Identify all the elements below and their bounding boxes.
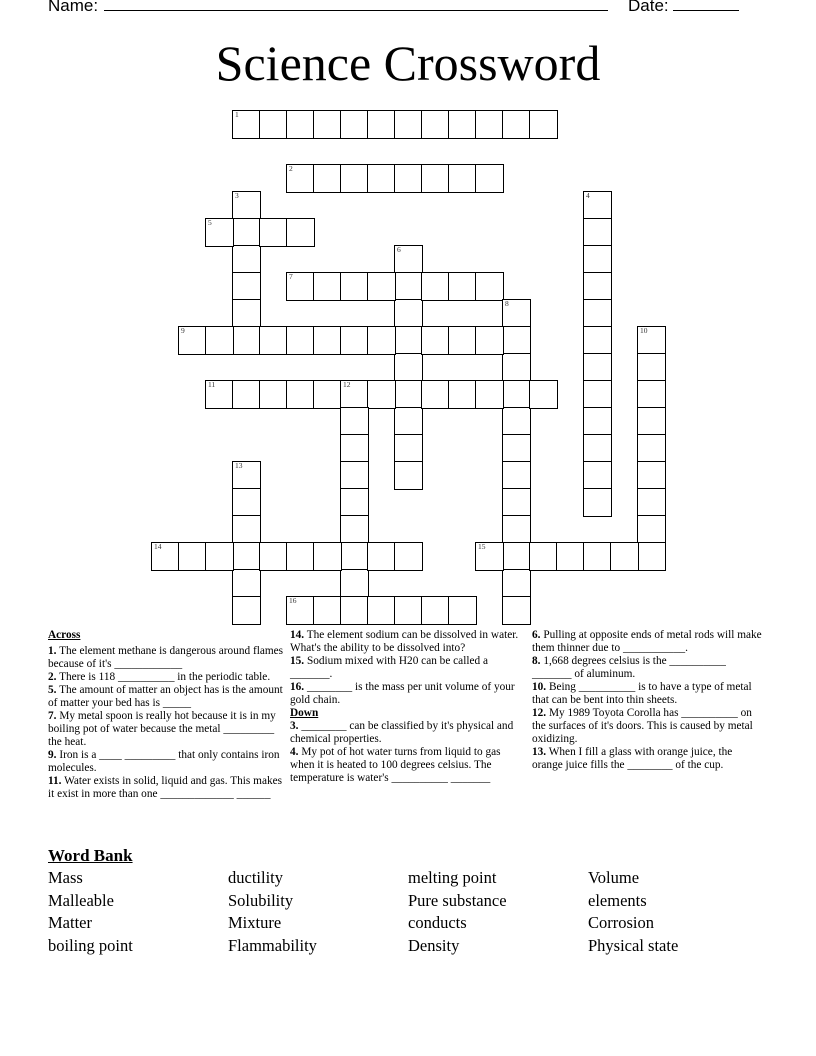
crossword-cell[interactable] [502, 569, 531, 598]
page-title: Science Crossword [215, 35, 601, 91]
word-bank-item: Matter [48, 913, 92, 932]
crossword-cell[interactable] [205, 326, 234, 355]
crossword-cell[interactable] [340, 164, 369, 193]
crossword-cell[interactable] [232, 380, 261, 409]
clue-number: 15 [478, 542, 486, 551]
crossword-cell[interactable] [232, 326, 261, 355]
crossword-cell[interactable] [394, 380, 423, 409]
name-label: Name: [48, 0, 99, 15]
crossword-cell[interactable] [583, 461, 612, 490]
crossword-cell[interactable] [448, 164, 477, 193]
crossword-cell[interactable] [502, 488, 531, 517]
word-bank [48, 845, 768, 967]
crossword-cell[interactable] [502, 461, 531, 490]
crossword-cell[interactable] [232, 110, 261, 139]
crossword-cell[interactable] [529, 542, 558, 571]
crossword-cell[interactable] [583, 407, 612, 436]
across-heading: Across [48, 629, 81, 641]
crossword-cell[interactable] [475, 110, 504, 139]
clue-number: 3 [235, 191, 239, 200]
down-heading: Down [290, 707, 319, 719]
word-bank-item: Malleable [48, 891, 114, 910]
crossword-cell[interactable] [205, 542, 234, 571]
clue-down-13: 13. When I fill a glass with orange juice, the orange juice fills the ________ of the cup. [532, 746, 733, 771]
word-bank-item: Solubility [228, 891, 294, 910]
crossword-cell[interactable] [151, 542, 180, 571]
crossword-cell[interactable] [178, 326, 207, 355]
crossword-cell[interactable] [502, 434, 531, 463]
crossword-cell[interactable] [583, 353, 612, 382]
crossword-cell[interactable] [286, 596, 315, 625]
crossword-cell[interactable] [502, 353, 531, 382]
clue-down-10: 10. Being __________ is to have a type of metal that can be bent into thin sheets. [532, 681, 752, 706]
crossword-cell[interactable] [583, 434, 612, 463]
date-label: Date: [628, 0, 669, 15]
crossword-cell[interactable] [475, 272, 504, 301]
crossword-cell[interactable] [394, 434, 423, 463]
crossword-cell[interactable] [340, 596, 369, 625]
clue-across-15: 15. Sodium mixed with H20 can be called a _______. [290, 655, 488, 680]
clue-across-1: 1. The element methane is dangerous around flames because of it's ____________ [48, 645, 284, 670]
crossword-cell[interactable] [448, 326, 477, 355]
clue-number: 11 [208, 380, 216, 389]
clue-number: 4 [586, 191, 590, 200]
crossword-cell[interactable] [367, 380, 396, 409]
crossword-cell[interactable] [340, 407, 369, 436]
clue-number: 6 [397, 245, 401, 254]
crossword-cell[interactable] [421, 380, 450, 409]
crossword-cell[interactable] [502, 299, 531, 328]
crossword-cell[interactable] [340, 542, 369, 571]
word-bank-item: Flammability [228, 936, 317, 955]
word-bank-item: Volume [588, 868, 640, 887]
crossword-cell[interactable] [340, 434, 369, 463]
crossword-cell[interactable] [313, 164, 342, 193]
clue-across-11: 11. Water exists in solid, liquid and gas. This makes it exist in more than one _____________ ______ [48, 775, 283, 800]
crossword-cell[interactable] [421, 272, 450, 301]
crossword-cell[interactable] [421, 326, 450, 355]
crossword-cell[interactable] [448, 272, 477, 301]
word-bank-item: Corrosion [588, 913, 654, 932]
clue-number: 9 [181, 326, 185, 335]
crossword-cell[interactable] [502, 326, 531, 355]
word-bank-title: Word Bank [48, 846, 133, 865]
clue-number: 1 [235, 110, 239, 119]
word-bank-item: ductility [228, 868, 283, 887]
crossword-cell[interactable] [610, 542, 639, 571]
crossword-cell[interactable] [286, 164, 315, 193]
crossword-cell[interactable] [340, 380, 369, 409]
crossword-cell[interactable] [529, 110, 558, 139]
crossword-cell[interactable] [340, 110, 369, 139]
crossword-cell[interactable] [205, 218, 234, 247]
crossword-cell[interactable] [340, 488, 369, 517]
clue-number: 5 [208, 218, 212, 227]
crossword-cell[interactable] [232, 272, 261, 301]
crossword-cell[interactable] [583, 380, 612, 409]
crossword-cell[interactable] [448, 596, 477, 625]
crossword-cell[interactable] [394, 272, 423, 301]
word-bank-item: elements [588, 891, 647, 910]
crossword-cell[interactable] [394, 461, 423, 490]
crossword-cell[interactable] [232, 596, 261, 625]
crossword-cell[interactable] [637, 326, 666, 355]
crossword-cell[interactable] [340, 515, 369, 544]
crossword-cell[interactable] [502, 380, 531, 409]
crossword-cell[interactable] [421, 596, 450, 625]
crossword-cell[interactable] [313, 380, 342, 409]
clue-number: 13 [235, 461, 243, 470]
crossword-cell[interactable] [394, 299, 423, 328]
crossword-cell[interactable] [475, 164, 504, 193]
crossword-cell[interactable] [259, 380, 288, 409]
crossword-cell[interactable] [367, 272, 396, 301]
crossword-cell[interactable] [583, 218, 612, 247]
crossword-cell[interactable] [313, 596, 342, 625]
word-bank-item: Mass [48, 868, 83, 887]
crossword-cell[interactable] [367, 164, 396, 193]
crossword-cell[interactable] [394, 110, 423, 139]
crossword-cell[interactable] [232, 191, 261, 220]
crossword-cell[interactable] [232, 569, 261, 598]
crossword-cell[interactable] [502, 407, 531, 436]
crossword-cell[interactable] [340, 272, 369, 301]
clue-across-2: 2. There is 118 __________ in the periodic table. [48, 671, 271, 683]
crossword-cell[interactable] [394, 245, 423, 274]
crossword-cell[interactable] [367, 596, 396, 625]
crossword-cell[interactable] [637, 407, 666, 436]
clue-across-14: 14. The element sodium can be dissolved in water. What's the ability to be dissolved into? [290, 629, 519, 654]
crossword-cell[interactable] [340, 461, 369, 490]
clues-column-2 [290, 629, 522, 785]
crossword-cell[interactable] [367, 326, 396, 355]
crossword-cell[interactable] [583, 245, 612, 274]
crossword-cell[interactable] [367, 542, 396, 571]
crossword-cell[interactable] [394, 407, 423, 436]
crossword-cell[interactable] [448, 380, 477, 409]
crossword-cell[interactable] [394, 326, 423, 355]
crossword-cell[interactable] [637, 353, 666, 382]
crossword-cell[interactable] [259, 110, 288, 139]
crossword-cell[interactable] [556, 542, 585, 571]
crossword-cell[interactable] [394, 542, 423, 571]
clue-down-6: 6. Pulling at opposite ends of metal rods will make them thinner due to ___________. [532, 629, 762, 654]
crossword-cell[interactable] [232, 299, 261, 328]
crossword-cell[interactable] [475, 380, 504, 409]
crossword-cell[interactable] [394, 596, 423, 625]
crossword-cell[interactable] [259, 218, 288, 247]
word-bank-list [48, 867, 768, 967]
crossword-cell[interactable] [583, 272, 612, 301]
crossword-cell[interactable] [529, 380, 558, 409]
crossword-cell[interactable] [205, 380, 234, 409]
crossword-cell[interactable] [178, 542, 207, 571]
clue-across-7: 7. My metal spoon is really hot because it is in my boiling pot of water because the metal _________ the heat. [48, 710, 276, 748]
clue-down-12: 12. My 1989 Toyota Corolla has __________ on the surfaces of it's doors. This is caused by metal oxidizing. [532, 707, 753, 745]
crossword-cell[interactable] [475, 542, 504, 571]
crossword-cell[interactable] [286, 110, 315, 139]
crossword-cell[interactable] [286, 272, 315, 301]
crossword-cell[interactable] [232, 245, 261, 274]
crossword-cell[interactable] [637, 488, 666, 517]
crossword-cell[interactable] [637, 515, 666, 544]
word-bank-item: boiling point [48, 936, 133, 955]
crossword-cell[interactable] [502, 596, 531, 625]
word-bank-item: Physical state [588, 936, 679, 955]
clue-number: 2 [289, 164, 293, 173]
crossword-cell[interactable] [583, 488, 612, 517]
clue-across-16: 16. ________ is the mass per unit volume of your gold chain. [290, 681, 515, 706]
crossword-cell[interactable] [286, 380, 315, 409]
crossword-cell[interactable] [502, 110, 531, 139]
clue-down-8: 8. 1,668 degrees celsius is the __________ _______ of aluminum. [532, 655, 726, 680]
crossword-cell[interactable] [394, 164, 423, 193]
crossword-cell[interactable] [475, 326, 504, 355]
clues-column-3 [532, 629, 764, 772]
crossword-cell[interactable] [259, 542, 288, 571]
word-bank-item: melting point [408, 868, 497, 887]
clue-down-4: 4. My pot of hot water turns from liquid to gas when it is heated to 100 degrees celsius. The temperature is water's __________ _______ [290, 746, 501, 784]
crossword-cell[interactable] [232, 542, 261, 571]
clue-number: 8 [505, 299, 509, 308]
word-bank-item: conducts [408, 913, 467, 932]
crossword-cell[interactable] [367, 110, 396, 139]
crossword-cell[interactable] [637, 461, 666, 490]
crossword-cell[interactable] [286, 326, 315, 355]
crossword-cell[interactable] [502, 542, 531, 571]
crossword-cell[interactable] [637, 434, 666, 463]
clue-number: 12 [343, 380, 351, 389]
clue-across-9: 9. Iron is a ____ _________ that only contains iron molecules. [48, 749, 280, 774]
crossword-cell[interactable] [232, 488, 261, 517]
clues-column-1 [48, 629, 284, 801]
clue-number: 7 [289, 272, 293, 281]
word-bank-item: Density [408, 936, 460, 955]
crossword-cell[interactable] [232, 461, 261, 490]
crossword-cell[interactable] [340, 569, 369, 598]
crossword-cell[interactable] [313, 272, 342, 301]
crossword-cell[interactable] [421, 164, 450, 193]
clue-across-5: 5. The amount of matter an object has is the amount of matter your bed has is _____ [48, 684, 283, 709]
crossword-cell[interactable] [340, 326, 369, 355]
crossword-cell[interactable] [313, 542, 342, 571]
crossword-cell[interactable] [259, 326, 288, 355]
clue-number: 10 [640, 326, 648, 335]
crossword-cell[interactable] [232, 515, 261, 544]
crossword-cell[interactable] [637, 380, 666, 409]
crossword-cell[interactable] [637, 542, 666, 571]
crossword-cell[interactable] [232, 218, 261, 247]
clue-down-3: 3. ________ can be classified by it's physical and chemical properties. [290, 720, 514, 745]
word-bank-item: Mixture [228, 913, 282, 932]
crossword-cell[interactable] [583, 299, 612, 328]
crossword-cell[interactable] [421, 110, 450, 139]
clue-number: 16 [289, 596, 297, 605]
crossword-cell[interactable] [583, 326, 612, 355]
crossword-cell[interactable] [394, 353, 423, 382]
crossword-cell[interactable] [583, 542, 612, 571]
crossword-cell[interactable] [502, 515, 531, 544]
crossword-cell[interactable] [286, 542, 315, 571]
word-bank-item: Pure substance [408, 891, 507, 910]
crossword-cell[interactable] [286, 218, 315, 247]
crossword-cell[interactable] [313, 326, 342, 355]
crossword-cell[interactable] [313, 110, 342, 139]
clue-number: 14 [154, 542, 162, 551]
crossword-cell[interactable] [448, 110, 477, 139]
crossword-cell[interactable] [583, 191, 612, 220]
